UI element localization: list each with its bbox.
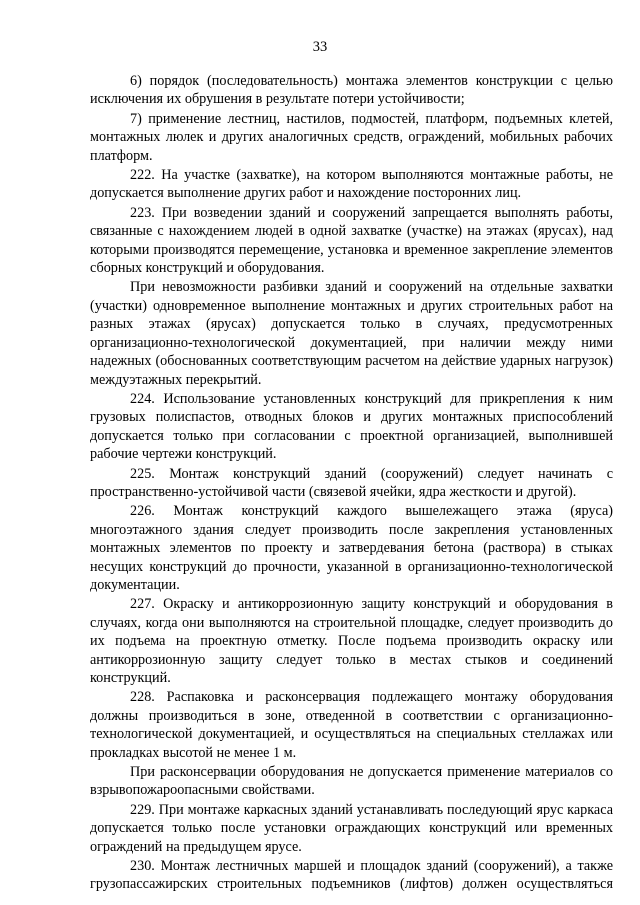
paragraph-223-continued: При невозможности разбивки зданий и сооружений на отдельные захватки (участки) одновременное выполнение монтажных и других строительных работ на разных этажах (ярусах) допускается только в случаях, предусмотренных организационно-технологической документацией, при наличии между ними надежных (обоснованных соответствующим расчетом на действие ударных нагрузок) междуэтажных перекрытий. bbox=[90, 279, 613, 388]
paragraph-224: 224. Использование установленных конструкций для прикрепления к ним грузовых полиспастов, отводных блоков и других монтажных приспособлений допускается только при согласовании с проектной организацией, выполнившей рабочие чертежи конструкций. bbox=[90, 390, 613, 463]
paragraph-226: 226. Монтаж конструкций каждого вышележащего этажа (яруса) многоэтажного здания следует производить после закрепления установленных монтажных элементов по проекту и затвердевания бетона (раствора) в стыках несущих конструкций до прочности, указанной в организационно-технологической документации. bbox=[90, 503, 613, 593]
paragraph-222: 222. На участке (захватке), на котором выполняются монтажные работы, не допускается выполнение других работ и нахождение посторонних лиц. bbox=[90, 167, 613, 202]
paragraph-item-6: 6) порядок (последовательность) монтажа элементов конструкции с целью исключения их обрушения в результате потери устойчивости; bbox=[90, 73, 613, 108]
document-body bbox=[90, 72, 613, 895]
paragraph-227: 227. Окраску и антикоррозионную защиту конструкций и оборудования в случаях, когда они выполняются на строительной площадке, следует производить до их подъема на проектную отметку. После подъема производить окраску или антикоррозионную защиту следует только в местах стыков и соединений конструкций. bbox=[90, 596, 613, 686]
paragraph-229: 229. При монтаже каркасных зданий устанавливать последующий ярус каркаса допускается только после установки ограждающих конструкций или временных ограждений на предыдущем ярусе. bbox=[90, 801, 613, 855]
paragraph-223: 223. При возведении зданий и сооружений запрещается выполнять работы, связанные с нахождением людей в одной захватке (участке) на этажах (ярусах), над которыми производятся перемещение, установка и временное закрепление элементов сборных конструкций и оборудования. bbox=[90, 204, 613, 277]
paragraph-225: 225. Монтаж конструкций зданий (сооружений) следует начинать с пространственно-устойчивой части (связевой ячейки, ядра жесткости и другой). bbox=[90, 465, 613, 500]
paragraph-228: 228. Распаковка и расконсервация подлежащего монтажу оборудования должны производиться в зоне, отведенной в соответствии с организационно-технологической документацией, и осуществляться на специальных стеллажах или прокладках высотой не менее 1 м. bbox=[90, 689, 613, 761]
page-number: 33 bbox=[312, 39, 328, 55]
paragraph-item-7: 7) применение лестниц, настилов, подмостей, платформ, подъемных клетей, монтажных люлек и других аналогичных средств, ограждений, мобильных рабочих платформ. bbox=[90, 110, 613, 164]
paragraph-228-continued: При расконсервации оборудования не допускается применение материалов со взрывопожароопасными свойствами. bbox=[90, 764, 613, 799]
paragraph-230: 230. Монтаж лестничных маршей и площадок зданий (сооружений), а также грузопассажирских строительных подъемников (лифтов) должен осуществляться bbox=[90, 858, 613, 893]
